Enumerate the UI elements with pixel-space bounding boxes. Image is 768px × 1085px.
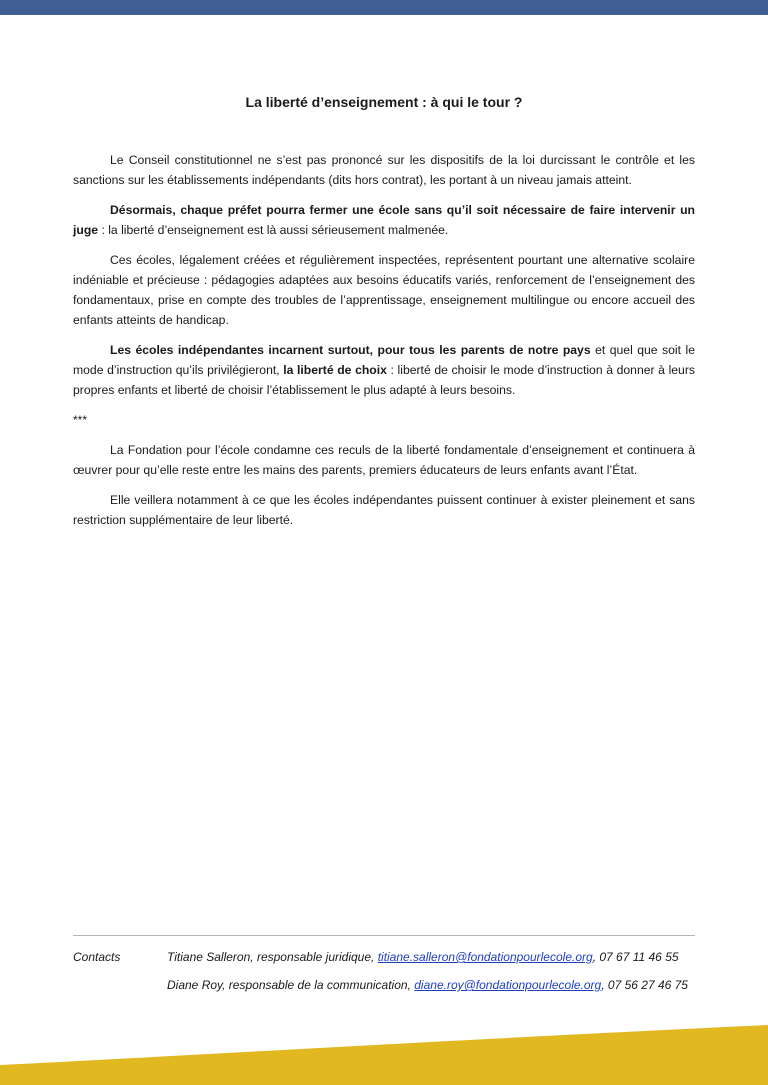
paragraph xyxy=(73,150,695,190)
contact-suffix: , 07 56 27 46 75 xyxy=(601,978,688,992)
contact-suffix: , 07 67 11 46 55 xyxy=(592,950,679,964)
section-separator: *** xyxy=(73,413,88,427)
paragraph-text: Ces écoles, légalement créées et régulièrement inspectées, représentent pourtant une alternative scolaire indéniable et précieuse : pédagogies adaptées aux besoins éducatifs variés, renforcement de l’enseignement des fondamentaux, prise en compte des troubles de l’apprentissage, enseignement multilingue ou encore accueil des enfants atteints de handicap. xyxy=(73,253,695,327)
contact-email-link[interactable]: titiane.salleron@fondationpourlecole.org xyxy=(377,950,593,964)
paragraph-text: Le Conseil constitutionnel ne s’est pas prononcé sur les dispositifs de la loi durcissant le contrôle et les sanctions sur les établissements indépendants (dits hors contrat), les portant à un niveau jamais atteint. xyxy=(73,153,695,187)
paragraph-text: : liberté de choisir le mode d’instruction à donner à leurs propres enfants et liberté de choisir l’établissement le plus adapté à leurs besoins. xyxy=(73,363,695,397)
paragraph-text: Elle veillera notamment à ce que les écoles indépendantes puissent continuer à exister pleinement et sans restriction supplémentaire de leur liberté. xyxy=(73,493,695,527)
contact-prefix: Titiane Salleron, responsable juridique, xyxy=(167,950,378,964)
bold-text: la liberté de choix xyxy=(283,363,387,377)
bold-text: Les écoles indépendantes incarnent surtout, pour tous les parents de notre pays xyxy=(110,343,591,357)
paragraph xyxy=(73,440,695,480)
contact-email-link[interactable]: diane.roy@fondationpourlecole.org xyxy=(414,978,602,992)
main-paragraphs xyxy=(73,150,695,400)
paragraph-text: La Fondation pour l’école condamne ces reculs de la liberté fondamentale d’enseignement et continuera à œuvrer pour qu’elle reste entre les mains des parents, premiers éducateurs de leurs enfants avant l’État. xyxy=(73,443,695,477)
bold-text: Désormais, chaque préfet pourra fermer une école sans qu’il soit nécessaire de faire intervenir un juge xyxy=(73,203,695,237)
paragraph xyxy=(73,490,695,530)
top-header-bar xyxy=(0,0,768,15)
document-title: La liberté d’enseignement : à qui le tour ? xyxy=(245,94,523,110)
paragraph xyxy=(73,340,695,400)
contact-line-legal xyxy=(167,950,679,964)
footer-wave-decoration xyxy=(0,1015,768,1085)
footer-divider xyxy=(73,935,695,936)
paragraph-text: et quel que soit le mode d’instruction qu’ils privilégieront, xyxy=(73,343,695,377)
document-body xyxy=(73,150,695,540)
paragraph xyxy=(73,250,695,330)
paragraph-text: : la liberté d’enseignement est là aussi sérieusement malmenée. xyxy=(98,223,449,237)
contact-line-communication xyxy=(167,978,688,992)
closing-paragraphs xyxy=(73,440,695,530)
paragraph xyxy=(73,200,695,240)
contact-prefix: Diane Roy, responsable de la communication, xyxy=(167,978,415,992)
contacts-label: Contacts xyxy=(73,950,121,964)
